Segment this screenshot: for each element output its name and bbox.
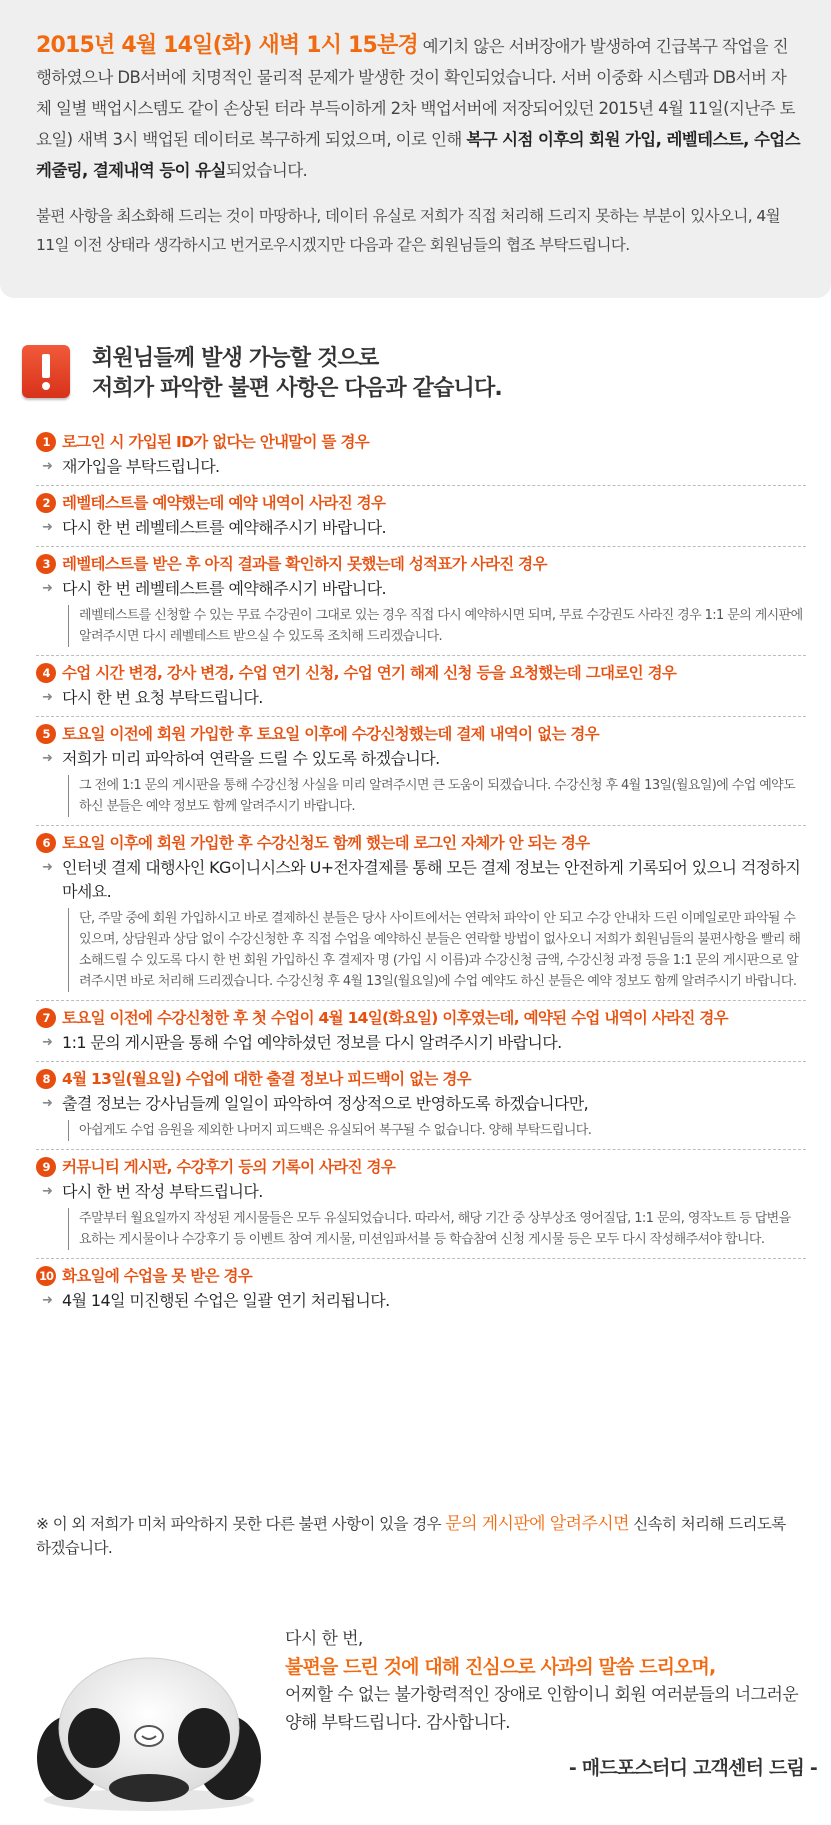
arrow-right-icon: ➜ [42, 860, 53, 875]
issue-question [36, 1007, 806, 1029]
issue-question [36, 431, 806, 453]
exclamation-icon [22, 345, 70, 398]
issue-answer-text: 재가입을 부탁드립니다. [62, 457, 220, 476]
arrow-right-icon: ➜ [42, 520, 53, 535]
issue-item [36, 1150, 806, 1259]
issue-answer-text: 4월 14일 미진행된 수업은 일괄 연기 처리됩니다. [62, 1291, 390, 1310]
issue-item [36, 826, 806, 1001]
incident-headline: 2015년 4월 14일(화) 새벽 1시 15분경 [36, 33, 418, 58]
issue-item [36, 1001, 806, 1062]
issue-item [36, 547, 806, 656]
apology-mascot-icon [24, 1618, 274, 1813]
footnote [36, 1512, 796, 1560]
issue-question-text: 4월 13일(월요일) 수업에 대한 출결 정보나 피드백이 없는 경우 [62, 1070, 471, 1088]
issue-note: 단, 주말 중에 회원 가입하시고 바로 결제하신 분들은 당사 사이트에서는 연락처 파악이 안 되고 수강 안내차 드린 이메일로만 파악될 수 있으며, 상담원과 상담 없이 수강신청한 후 직접 수업을 예약하신 분들은 연락할 방법이 없사오니 저희가 회원님들의 불편사항을 빨리 해소해드릴 수 있도록 다시 한 번 회원 가입하신 후 결제자 명 (가입 시 이름)과 수강신청 금액, 수강신청 과정 등을 1:1 문의 게시판으로 알려주시면 바로 처리해 드리겠습니다. 수강신청 후 4월 13일(월요일)에 수업 예약도 하신 분들은 예약 정보도 함께 알려주시기 바랍니다. [68, 908, 806, 992]
issue-answer [36, 516, 806, 540]
section-title [92, 344, 502, 404]
issue-answer-text: 저희가 미리 파악하여 연락을 드릴 수 있도록 하겠습니다. [62, 749, 440, 768]
issue-note: 주말부터 월요일까지 작성된 게시물들은 모두 유실되었습니다. 따라서, 해당 기간 중 상부상조 영어질답, 1:1 문의, 영작노트 등 답변을 요하는 게시물이나 수강후기 등 이벤트 참여 게시물, 미션임파서블 등 학습참여 신청 게시물 등은 모두 다시 작성해주셔야 합니다. [68, 1208, 806, 1250]
issue-answer-text: 인터넷 결제 대행사인 KG이니시스와 U+전자결제를 통해 모든 결제 정보는 안전하게 기록되어 있으니 걱정하지 마세요. [62, 858, 801, 901]
issue-item [36, 1062, 806, 1150]
issue-answer-text: 다시 한 번 작성 부탁드립니다. [62, 1182, 263, 1201]
number-badge-icon: 5 [36, 724, 56, 744]
number-badge-icon: 6 [36, 833, 56, 853]
issue-question-text: 레벨테스트를 받은 후 아직 결과를 확인하지 못했는데 성적표가 사라진 경우 [62, 555, 547, 573]
number-badge-icon: 8 [36, 1069, 56, 1089]
issue-answer [36, 1031, 806, 1055]
issue-list [36, 425, 806, 1319]
issue-question-text: 수업 시간 변경, 강사 변경, 수업 연기 신청, 수업 연기 해제 신청 등을 요청했는데 그대로인 경우 [62, 664, 677, 682]
issue-item [36, 717, 806, 826]
issue-answer [36, 455, 806, 479]
issue-note: 아쉽게도 수업 음원을 제외한 나머지 피드백은 유실되어 복구될 수 없습니다. 양해 부탁드립니다. [68, 1120, 806, 1141]
issue-answer-text: 다시 한 번 요청 부탁드립니다. [62, 688, 263, 707]
issue-answer [36, 686, 806, 710]
issue-question [36, 1068, 806, 1090]
issue-question-text: 토요일 이후에 회원 가입한 후 수강신청도 함께 했는데 로그인 자체가 안 되는 경우 [62, 834, 590, 852]
issue-question-text: 로그인 시 가입된 ID가 없다는 안내말이 뜰 경우 [62, 433, 370, 451]
number-badge-icon: 7 [36, 1008, 56, 1028]
arrow-right-icon: ➜ [42, 690, 53, 705]
inquiry-board-link[interactable]: 문의 게시판에 알려주시면 [445, 1514, 629, 1534]
number-badge-icon: 1 [36, 432, 56, 452]
arrow-right-icon: ➜ [42, 1035, 53, 1050]
issue-question [36, 1265, 806, 1287]
arrow-right-icon: ➜ [42, 1293, 53, 1308]
issue-item [36, 656, 806, 717]
number-badge-icon: 3 [36, 554, 56, 574]
signature: - 매드포스터디 고객센터 드림 - [568, 1757, 817, 1779]
intro-panel [0, 0, 831, 298]
issue-item [36, 425, 806, 486]
issue-answer [36, 1180, 806, 1204]
arrow-right-icon: ➜ [42, 581, 53, 596]
issue-question-text: 레벨테스트를 예약했는데 예약 내역이 사라진 경우 [62, 494, 386, 512]
issue-question [36, 492, 806, 514]
closing-line-3: 어찌할 수 없는 불가항력적인 장애로 인함이니 회원 여러분들의 너그러운 양해 부탁드립니다. 감사합니다. [285, 1685, 799, 1733]
issue-question [36, 723, 806, 745]
issue-answer [36, 1289, 806, 1313]
closing-line-1: 다시 한 번, [285, 1629, 363, 1649]
arrow-right-icon: ➜ [42, 751, 53, 766]
issue-item [36, 486, 806, 547]
issue-question-text: 화요일에 수업을 못 받은 경우 [62, 1267, 253, 1285]
number-badge-icon: 2 [36, 493, 56, 513]
issue-question-text: 토요일 이전에 수강신청한 후 첫 수업이 4월 14일(화요일) 이후였는데, 예약된 수업 내역이 사라진 경우 [62, 1009, 728, 1027]
issue-question-text: 토요일 이전에 회원 가입한 후 토요일 이후에 수강신청했는데 결제 내역이 없는 경우 [62, 725, 599, 743]
issue-question [36, 553, 806, 575]
apology-line: 불편을 드린 것에 대해 진심으로 사과의 말씀 드리오며, [285, 1656, 716, 1678]
footnote-text-b: 신속히 처리해 드리도록 하겠습니다. [36, 1515, 786, 1557]
issue-question [36, 662, 806, 684]
issue-answer-text: 출결 정보는 강사님들께 일일이 파악하여 정상적으로 반영하도록 하겠습니다만, [62, 1094, 589, 1113]
issue-note: 그 전에 1:1 문의 게시판을 통해 수강신청 사실을 미리 알려주시면 큰 도움이 되겠습니다. 수강신청 후 4월 13일(월요일)에 수업 예약도 하신 분들은 예약 정보도 함께 알려주시기 바랍니다. [68, 775, 806, 817]
issue-item [36, 1259, 806, 1319]
number-badge-icon: 4 [36, 663, 56, 683]
intro-text-a: 예기치 않은 서버장애가 발생하여 긴급복구 작업을 진행하였으나 DB서버에 치명적인 물리적 문제가 발생한 것이 확인되었습니다. 서버 이중화 시스템과 DB서버 자체 일별 백업시스템도 같이 손상된 터라 부득이하게 2차 백업서버에 저장되어있던 2015년 4월 11일(지난주 토요일) 새벽 3시 백업된 데이터로 복구하게 되었으며, 이로 인해 [36, 37, 795, 149]
issue-question [36, 1156, 806, 1178]
arrow-right-icon: ➜ [42, 459, 53, 474]
issue-answer-text: 다시 한 번 레벨테스트를 예약해주시기 바랍니다. [62, 579, 387, 598]
number-badge-icon: 10 [36, 1266, 56, 1286]
number-badge-icon: 9 [36, 1157, 56, 1177]
section-title-line-1: 회원님들께 발생 가능할 것으로 [92, 346, 379, 371]
issue-answer-text: 다시 한 번 레벨테스트를 예약해주시기 바랍니다. [62, 518, 387, 537]
intro-paragraph-1 [36, 30, 801, 186]
closing-message [285, 1625, 815, 1737]
issue-answer [36, 1092, 806, 1116]
arrow-right-icon: ➜ [42, 1184, 53, 1199]
issue-note: 레벨테스트를 신청할 수 있는 무료 수강권이 그대로 있는 경우 직접 다시 예약하시면 되며, 무료 수강권도 사라진 경우 1:1 문의 게시판에 알려주시면 다시 레벨테스트 받으실 수 있도록 조치해 드리겠습니다. [68, 605, 806, 647]
arrow-right-icon: ➜ [42, 1096, 53, 1111]
issue-answer [36, 856, 806, 904]
issue-answer [36, 577, 806, 601]
issue-question [36, 832, 806, 854]
issue-answer-text: 1:1 문의 게시판을 통해 수업 예약하셨던 정보를 다시 알려주시기 바랍니다. [62, 1033, 562, 1052]
intro-paragraph-2: 불편 사항을 최소화해 드리는 것이 마땅하나, 데이터 유실로 저희가 직접 처리해 드리지 못하는 부분이 있사오니, 4월 11일 이전 상태라 생각하시고 번거로우시겠지만 다음과 같은 회원님들의 협조 부탁드립니다. [36, 207, 780, 254]
intro-lost-data-bold: 복구 시점 이후의 회원 가입, 레벨테스트, 수업스케줄링, 결제내역 등이 유실 [36, 130, 800, 180]
footnote-text-a: ※ 이 외 저희가 미처 파악하지 못한 다른 불편 사항이 있을 경우 [36, 1515, 446, 1533]
issue-question-text: 커뮤니티 게시판, 수강후기 등의 기록이 사라진 경우 [62, 1158, 396, 1176]
intro-text-b: 되었습니다. [225, 161, 308, 180]
section-title-line-2: 저희가 파악한 불편 사항은 다음과 같습니다. [92, 376, 502, 401]
issue-answer [36, 747, 806, 771]
